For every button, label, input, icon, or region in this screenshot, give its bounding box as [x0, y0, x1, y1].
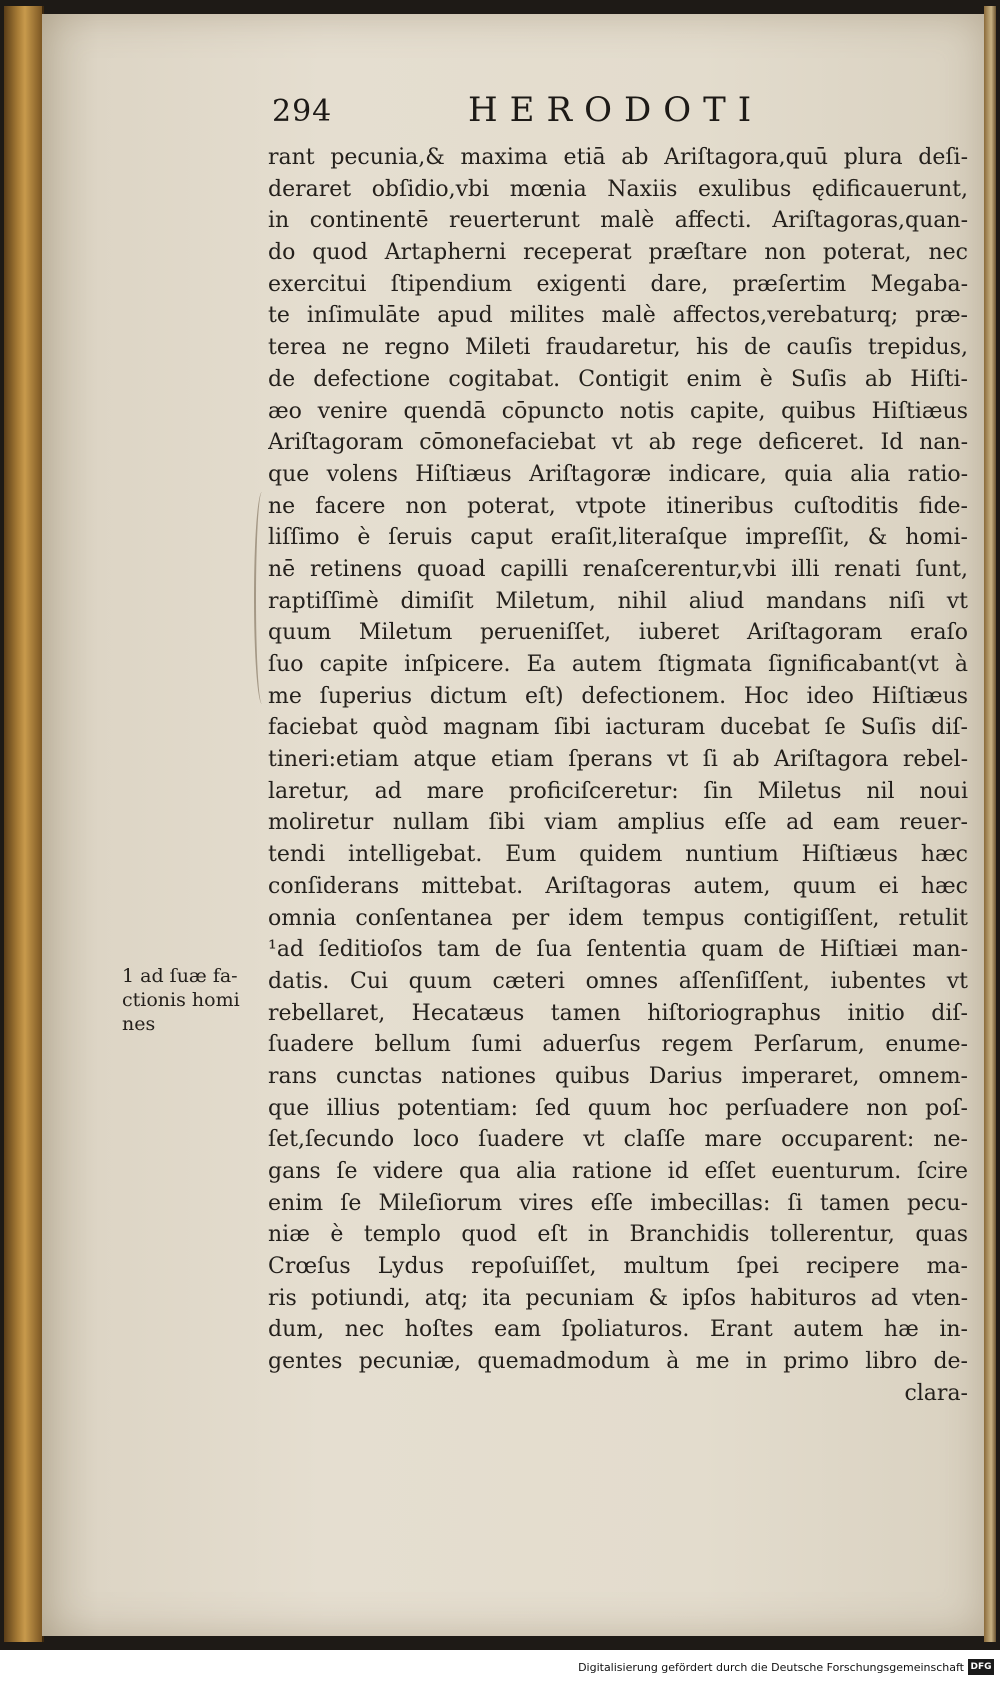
text-line: in continentē reuerterunt malè affecti. Ariſtagoras,quan- [268, 208, 968, 234]
text-line: que illius potentiam: ſed quum hoc perſuadere non poſ- [268, 1095, 968, 1121]
text-line: rant pecunia,& maxima etiā ab Ariſtagora,quū plura deſi- [268, 145, 968, 170]
text-line: datis. Cui quum cæteri omnes aſſenſiſſent, iubentes vt [268, 968, 968, 994]
text-line: quum Miletum perueniſſet, iuberet Ariſtagoram eraſo [268, 620, 968, 646]
text-line: ſuadere bellum ſumi aduerſus regem Perſarum, enume- [268, 1032, 968, 1058]
text-line: omnia conſentanea per idem tempus contigiſſent, retulit [268, 905, 968, 931]
footer-bar [0, 1650, 1000, 1684]
text-line: gans ſe videre qua alia ratione id eſſet euenturum. ſcire [268, 1159, 968, 1184]
text-line: moliretur nullam ſibi viam amplius eſſe ad eam reuer- [268, 810, 968, 836]
marginal-note-line: 1 ad ſuæ fa- [122, 965, 238, 987]
text-line: enim ſe Mileſiorum vires eſſe imbecillas: ſi tamen pecu- [268, 1190, 968, 1216]
text-line: Crœſus Lydus repoſuiſſet, multum ſpei recipere ma- [268, 1254, 968, 1280]
text-line: conſiderans mittebat. Ariſtagoras autem, quum ei hæc [268, 873, 968, 899]
text-line: ne facere non poterat, vtpote itineribus cuſtoditis fide- [268, 493, 968, 519]
text-line: ſuo capite inſpicere. Ea autem ſtigmata ſignificabant(vt à [268, 652, 968, 677]
text-line: liſſimo è ſeruis caput eraſit,literaſque impreſſit, & homi- [268, 525, 968, 551]
text-line: ſet,ſecundo loco ſuadere vt claſſe mare occuparent: ne- [268, 1127, 968, 1153]
funding-credit: Digitalisierung gefördert durch die Deutsche Forschungsgemeinschaft [578, 1661, 964, 1674]
text-line: nē retinens quoad capilli renaſcerentur,vbi illi renati ſunt, [268, 556, 968, 582]
text-line: Ariſtagoram cōmonefaciebat vt ab rege deficeret. Id nan- [268, 430, 968, 456]
text-line: tendi intelligebat. Eum quidem nuntium Hiſtiæus hæc [268, 842, 968, 868]
marginal-note-line: nes [122, 1013, 156, 1035]
text-line: te inſimulāte apud milites malè affectos,verebaturq; præ- [268, 303, 968, 329]
running-head: HERODOTI [468, 90, 764, 130]
text-line: terea ne regno Mileti fraudaretur, his de cauſis trepidus, [268, 335, 968, 361]
text-line: æo venire quendā cōpuncto notis capite, quibus Hiſtiæus [268, 398, 968, 424]
text-line: ris potiundi, atq; ita pecuniam & ipſos habituros ad vten- [268, 1285, 968, 1311]
dfg-logo-icon: DFG [968, 1659, 994, 1675]
text-line: deraret obſidio,vbi mœnia Naxiis exulibus ędificauerunt, [268, 176, 968, 202]
text-line: me ſuperius dictum eſt) defectionem. Hoc ideo Hiſtiæus [268, 683, 968, 709]
text-line: laretur, ad mare proficiſceretur: ſin Miletus nil noui [268, 778, 968, 804]
text-line: que volens Hiſtiæus Ariſtagoræ indicare, quia alia ratio- [268, 461, 968, 487]
text-line: raptiſſimè dimiſit Miletum, nihil aliud mandans niſi vt [268, 588, 968, 614]
text-line: rebellaret, Hecatæus tamen hiſtoriographus initio diſ- [268, 1000, 968, 1026]
text-line: ¹ad ſeditioſos tam de ſua ſententia quam de Hiſtiæi man- [268, 937, 968, 963]
text-line: faciebat quòd magnam ſibi iacturam ducebat ſe Suſis diſ- [268, 715, 968, 741]
text-line: dum, nec hoſtes eam ſpoliaturos. Erant autem hæ in- [268, 1317, 968, 1343]
text-line: do quod Artapherni receperat præſtare non poterat, nec [268, 240, 968, 266]
page-number: 294 [272, 94, 333, 129]
text-line: tineri:etiam atque etiam ſperans vt ſi ab Ariſtagora rebel- [268, 747, 968, 773]
text-line: niæ è templo quod eſt in Branchidis tollerentur, quas [268, 1222, 968, 1248]
text-line: rans cunctas nationes quibus Darius imperaret, omnem- [268, 1063, 968, 1089]
text-line: de defectione cogitabat. Contigit enim è Suſis ab Hiſti- [268, 366, 968, 392]
catchword: clara- [904, 1380, 968, 1406]
body-text [268, 142, 968, 1410]
marginal-note-line: ctionis homi [122, 989, 240, 1011]
marginal-note [122, 964, 262, 1036]
text-line: gentes pecuniæ, quemadmodum à me in primo libro de- [268, 1349, 968, 1375]
book-binding-left [4, 6, 44, 1642]
text-line: exercitui ſtipendium exigenti dare, præſertim Megaba- [268, 271, 968, 297]
book-binding-right [984, 6, 996, 1642]
